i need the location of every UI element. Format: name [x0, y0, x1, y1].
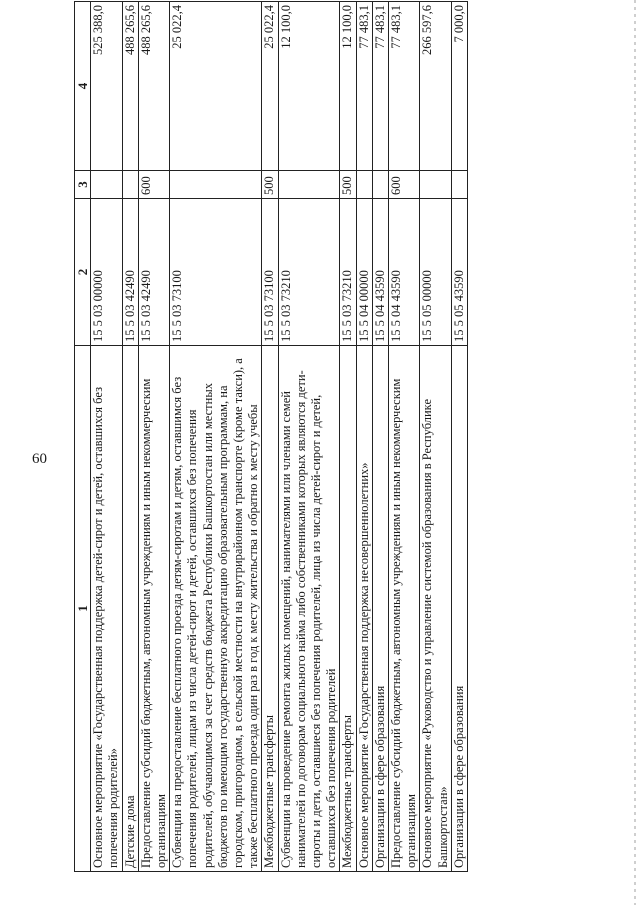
row-type [372, 171, 388, 199]
table-row [340, 2, 356, 872]
row-amount: 12 100,0 [340, 2, 356, 171]
row-name: Основное мероприятие «Государственная поддержка детей-сирот и детей, оставшихся без попечения родителей» [91, 346, 122, 872]
row-amount: 7 000,0 [451, 2, 467, 171]
row-amount: 25 022,4 [170, 2, 262, 171]
row-code: 15 5 04 43590 [389, 199, 420, 346]
row-type: 600 [389, 171, 420, 199]
row-type [91, 171, 122, 199]
rotated-page-content [74, 2, 566, 872]
row-type [451, 171, 467, 199]
row-type [420, 171, 451, 199]
row-amount: 25 022,4 [262, 2, 278, 171]
header-col-4: 4 [75, 2, 91, 171]
row-amount: 488 265,6 [122, 2, 138, 171]
row-amount: 525 388,0 [91, 2, 122, 171]
row-type: 600 [138, 171, 169, 199]
row-type [356, 171, 372, 199]
table-row [170, 2, 262, 872]
row-type: 500 [340, 171, 356, 199]
table-row [356, 2, 372, 872]
table-row [122, 2, 138, 872]
budget-table [74, 1, 468, 872]
table-row [420, 2, 451, 872]
row-amount: 12 100,0 [278, 2, 340, 171]
row-code: 15 5 04 43590 [372, 199, 388, 346]
row-name: Субвенции на предоставление бесплатного проезда детям-сиротам и детям, оставшимся без попечения родителей, лицам из числа детей-сирот и детей, оставшихся без попечения родителей, обучающимся за счет средств бюджета Республики Башкортостан или местных бюджетов по имеющим государственную аккредитацию образовательным программам, на городском, пригородном, в сельской местности на внутрирайонном транспорте (кроме такси), а также бесплатного проезда один раз в год к месту жительства и обратно к месту учебы [170, 346, 262, 872]
row-name: Предоставление субсидий бюджетным, автономным учреждениям и иным некоммерческим организациям [389, 346, 420, 872]
row-name: Предоставление субсидий бюджетным, автономным учреждениям и иным некоммерческим организациям [138, 346, 169, 872]
header-col-3: 3 [75, 171, 91, 199]
row-type [170, 171, 262, 199]
table-row [138, 2, 169, 872]
row-name: Организации в сфере образования [451, 346, 467, 872]
table-row [278, 2, 340, 872]
header-row [75, 2, 91, 872]
table-row [372, 2, 388, 872]
row-code: 15 5 03 42490 [122, 199, 138, 346]
row-name: Основное мероприятие «Государственная поддержка несовершеннолетних» [356, 346, 372, 872]
row-code: 15 5 03 73100 [262, 199, 278, 346]
table-row [451, 2, 467, 872]
header-col-2: 2 [75, 199, 91, 346]
scan-edge [634, 0, 636, 905]
row-name: Межбюджетные трансферты [340, 346, 356, 872]
row-name: Субвенции на проведение ремонта жилых помещений, нанимателями или членами семей нанимателей по договорам социального найма либо собственниками которых являются дети-сироты и дети, оставшиеся без попечения родителей, лица из числа детей-сирот и детей, оставшихся без попечения родителей [278, 346, 340, 872]
row-amount: 77 483,1 [372, 2, 388, 171]
row-code: 15 5 03 73210 [278, 199, 340, 346]
row-code: 15 5 03 00000 [91, 199, 122, 346]
row-type [278, 171, 340, 199]
row-code: 15 5 03 73100 [170, 199, 262, 346]
row-amount: 266 597,6 [420, 2, 451, 171]
row-name: Основное мероприятие «Руководство и управление системой образования в Республике Башкортостан» [420, 346, 451, 872]
table-row [262, 2, 278, 872]
row-name: Межбюджетные трансферты [262, 346, 278, 872]
row-amount: 77 483,1 [389, 2, 420, 171]
table-row [91, 2, 122, 872]
page-number: 60 [32, 451, 47, 467]
row-amount: 77 483,1 [356, 2, 372, 171]
row-code: 15 5 05 00000 [420, 199, 451, 346]
row-type [122, 171, 138, 199]
row-code: 15 5 05 43590 [451, 199, 467, 346]
row-type: 500 [262, 171, 278, 199]
table-row [389, 2, 420, 872]
header-col-1: 1 [75, 346, 91, 872]
row-amount: 488 265,6 [138, 2, 169, 171]
row-code: 15 5 03 42490 [138, 199, 169, 346]
row-name: Детские дома [122, 346, 138, 872]
row-code: 15 5 03 73210 [340, 199, 356, 346]
row-code: 15 5 04 00000 [356, 199, 372, 346]
row-name: Организации в сфере образования [372, 346, 388, 872]
